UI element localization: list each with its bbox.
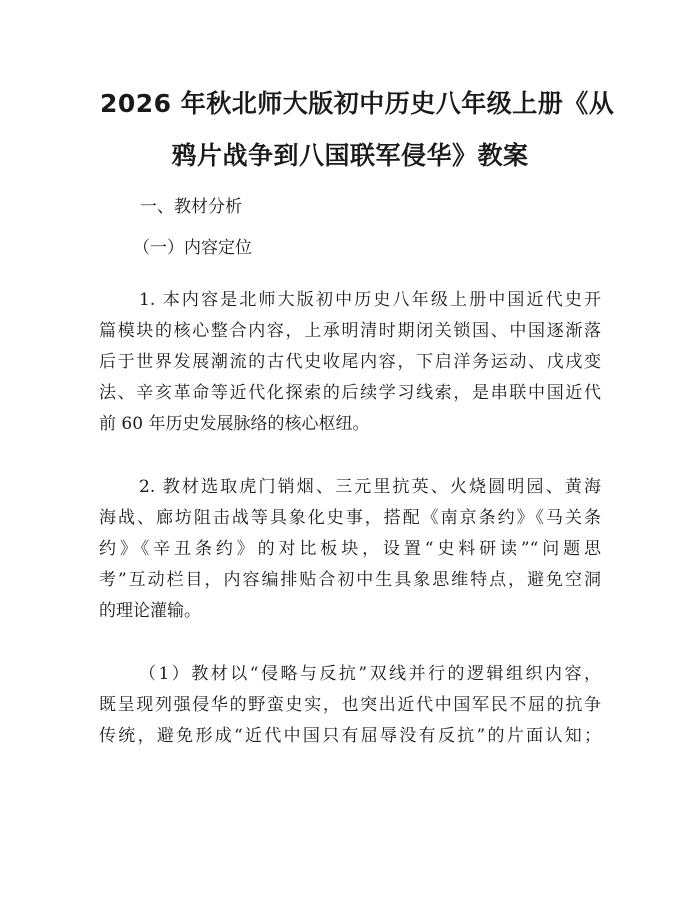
paragraph-line: 的理论灌输。 [99,601,201,621]
paragraph-1 [99,285,601,440]
paragraph-line: 2. 教材选取虎门销烟、三元里抗英、火烧圆明园、黄海 [139,477,601,497]
paragraph-3 [99,659,601,752]
paragraph-line: 海战、廊坊阻击战等具象化史事，搭配《南京条约》《马关条 [99,508,601,528]
paragraph-line: 后于世界发展潮流的古代史收尾内容，下启洋务运动、戊戌变 [99,352,601,372]
paragraph-line: 法、辛亥革命等近代化探索的后续学习线索，是串联中国近代 [99,383,601,403]
subsection-heading: （一）内容定位 [133,238,252,258]
paragraph-line: 1. 本内容是北师大版初中历史八年级上册中国近代史开 [139,290,601,310]
paragraph-line: 约》《辛丑条约》的对比板块，设置“史料研读”“问题思 [99,539,601,559]
document-title-line-2: 鸦片战争到八国联军侵华》教案 [171,141,529,170]
paragraph-line: 前 60 年历史发展脉络的核心枢纽。 [99,414,370,434]
paragraph-line: 传统，避免形成“近代中国只有屈辱没有反抗”的片面认知； [99,726,601,746]
paragraph-line: 篇模块的核心整合内容，上承明清时期闭关锁国、中国逐渐落 [99,321,601,341]
paragraph-2 [99,472,601,627]
section-heading: 一、教材分析 [140,197,242,217]
paragraph-line: （1）教材以“侵略与反抗”双线并行的逻辑组织内容， [139,664,601,684]
paragraph-line: 考”互动栏目，内容编排贴合初中生具象思维特点，避免空洞 [99,570,601,590]
paragraph-line: 既呈现列强侵华的野蛮史实，也突出近代中国军民不屈的抗争 [99,695,601,715]
document-title-line-1: 2026 年秋北师大版初中历史八年级上册《从 [100,89,615,118]
